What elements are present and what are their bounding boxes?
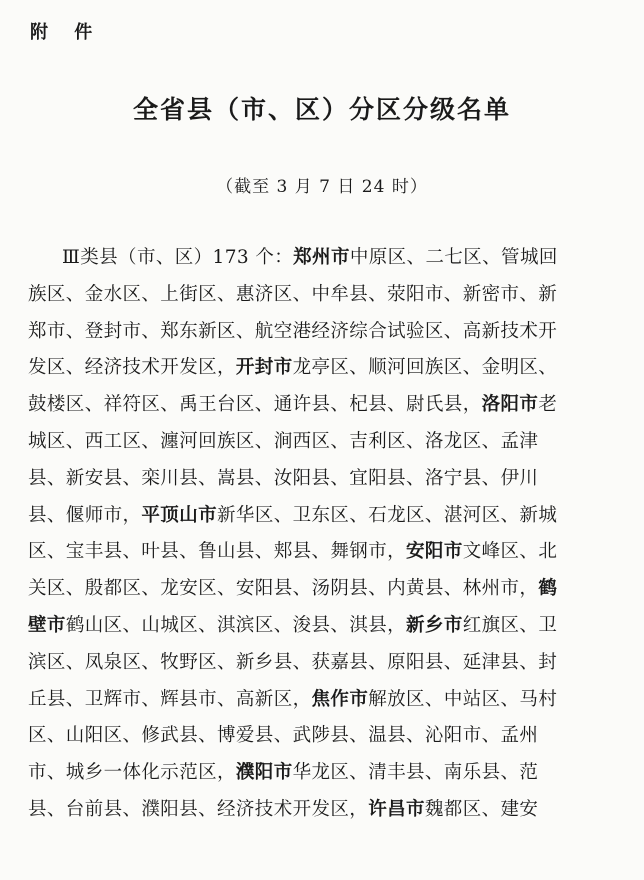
city-name: 许昌市	[368, 798, 425, 820]
city-name: 焦作市	[311, 688, 369, 710]
text-segment: 魏都区、建安	[424, 798, 539, 820]
body-line	[28, 682, 618, 719]
text-segment: 郑市、登封市、郑东新区、航空港经济综合试验区、高新技术开	[28, 320, 558, 342]
document-title: 全省县（市、区）分区分级名单	[132, 95, 511, 124]
text-segment: 解放区、中站区、马村	[368, 688, 558, 710]
body-line	[28, 755, 618, 792]
text-segment: 城区、西工区、瀍河回族区、涧西区、吉利区、洛龙区、孟津	[28, 430, 539, 452]
text-segment: 关区、殷都区、龙安区、安阳县、汤阴县、内黄县、林州市，	[28, 578, 539, 600]
text-segment: 发区、经济技术开发区，	[28, 357, 236, 379]
document-body	[28, 240, 618, 829]
attachment-label: 附 件	[30, 22, 103, 43]
body-line	[28, 792, 618, 829]
text-segment: 滨区、凤泉区、牧野区、新乡县、获嘉县、原阳县、延津县、封	[28, 651, 558, 673]
text-segment: 红旗区、卫	[462, 614, 558, 636]
body-line	[28, 498, 618, 535]
text-segment: 华龙区、清丰县、南乐县、范	[292, 762, 539, 784]
text-segment: 县、台前县、濮阳县、经济技术开发区，	[28, 798, 369, 820]
body-line	[28, 645, 618, 682]
body-line	[28, 240, 618, 277]
body-line	[28, 534, 618, 571]
body-line	[28, 608, 618, 645]
text-segment: 中原区、二七区、管城回	[349, 247, 558, 268]
text-segment: 文峰区、北	[462, 541, 558, 563]
city-name: 安阳市	[406, 541, 463, 563]
city-name: 新乡市	[406, 614, 463, 636]
text-segment: 鹤山区、山城区、淇滨区、浚县、淇县，	[65, 614, 407, 636]
city-name: 开封市	[235, 357, 293, 379]
body-line	[28, 350, 618, 387]
body-line	[28, 424, 618, 461]
text-segment: 市、城乡一体化示范区，	[28, 762, 236, 784]
city-name: 濮阳市	[235, 762, 293, 784]
city-name: 鹤	[538, 578, 558, 600]
body-line	[28, 277, 618, 314]
body-line	[28, 314, 618, 351]
text-segment: 龙亭区、顺河回族区、金明区、	[292, 357, 558, 379]
city-name: 郑州市	[293, 247, 350, 268]
body-line	[28, 571, 618, 608]
document-subtitle: （截至 3 月 7 日 24 时）	[216, 177, 428, 197]
text-segment: 县、偃师市，	[28, 504, 142, 526]
text-segment: 丘县、卫辉市、辉县市、高新区，	[28, 688, 312, 710]
body-line	[28, 387, 618, 424]
text-segment: 老	[538, 394, 558, 416]
text-segment: 区、山阳区、修武县、博爱县、武陟县、温县、沁阳市、孟州	[28, 725, 539, 747]
city-name: 平顶山市	[141, 504, 218, 526]
text-segment: 鼓楼区、祥符区、禹王台区、通许县、杞县、尉氏县，	[28, 394, 482, 416]
city-name: 壁市	[28, 614, 66, 636]
text-segment: 区、宝丰县、叶县、鲁山县、郏县、舞钢市，	[28, 541, 407, 563]
city-name: 洛阳市	[481, 394, 539, 416]
body-line	[28, 461, 618, 498]
text-segment: Ⅲ类县（市、区）173 个：	[62, 247, 294, 268]
text-segment: 族区、金水区、上街区、惠济区、中牟县、荥阳市、新密市、新	[28, 283, 558, 305]
body-line	[28, 718, 618, 755]
text-segment: 新华区、卫东区、石龙区、湛河区、新城	[217, 504, 558, 526]
text-segment: 县、新安县、栾川县、嵩县、汝阳县、宜阳县、洛宁县、伊川	[28, 467, 539, 489]
